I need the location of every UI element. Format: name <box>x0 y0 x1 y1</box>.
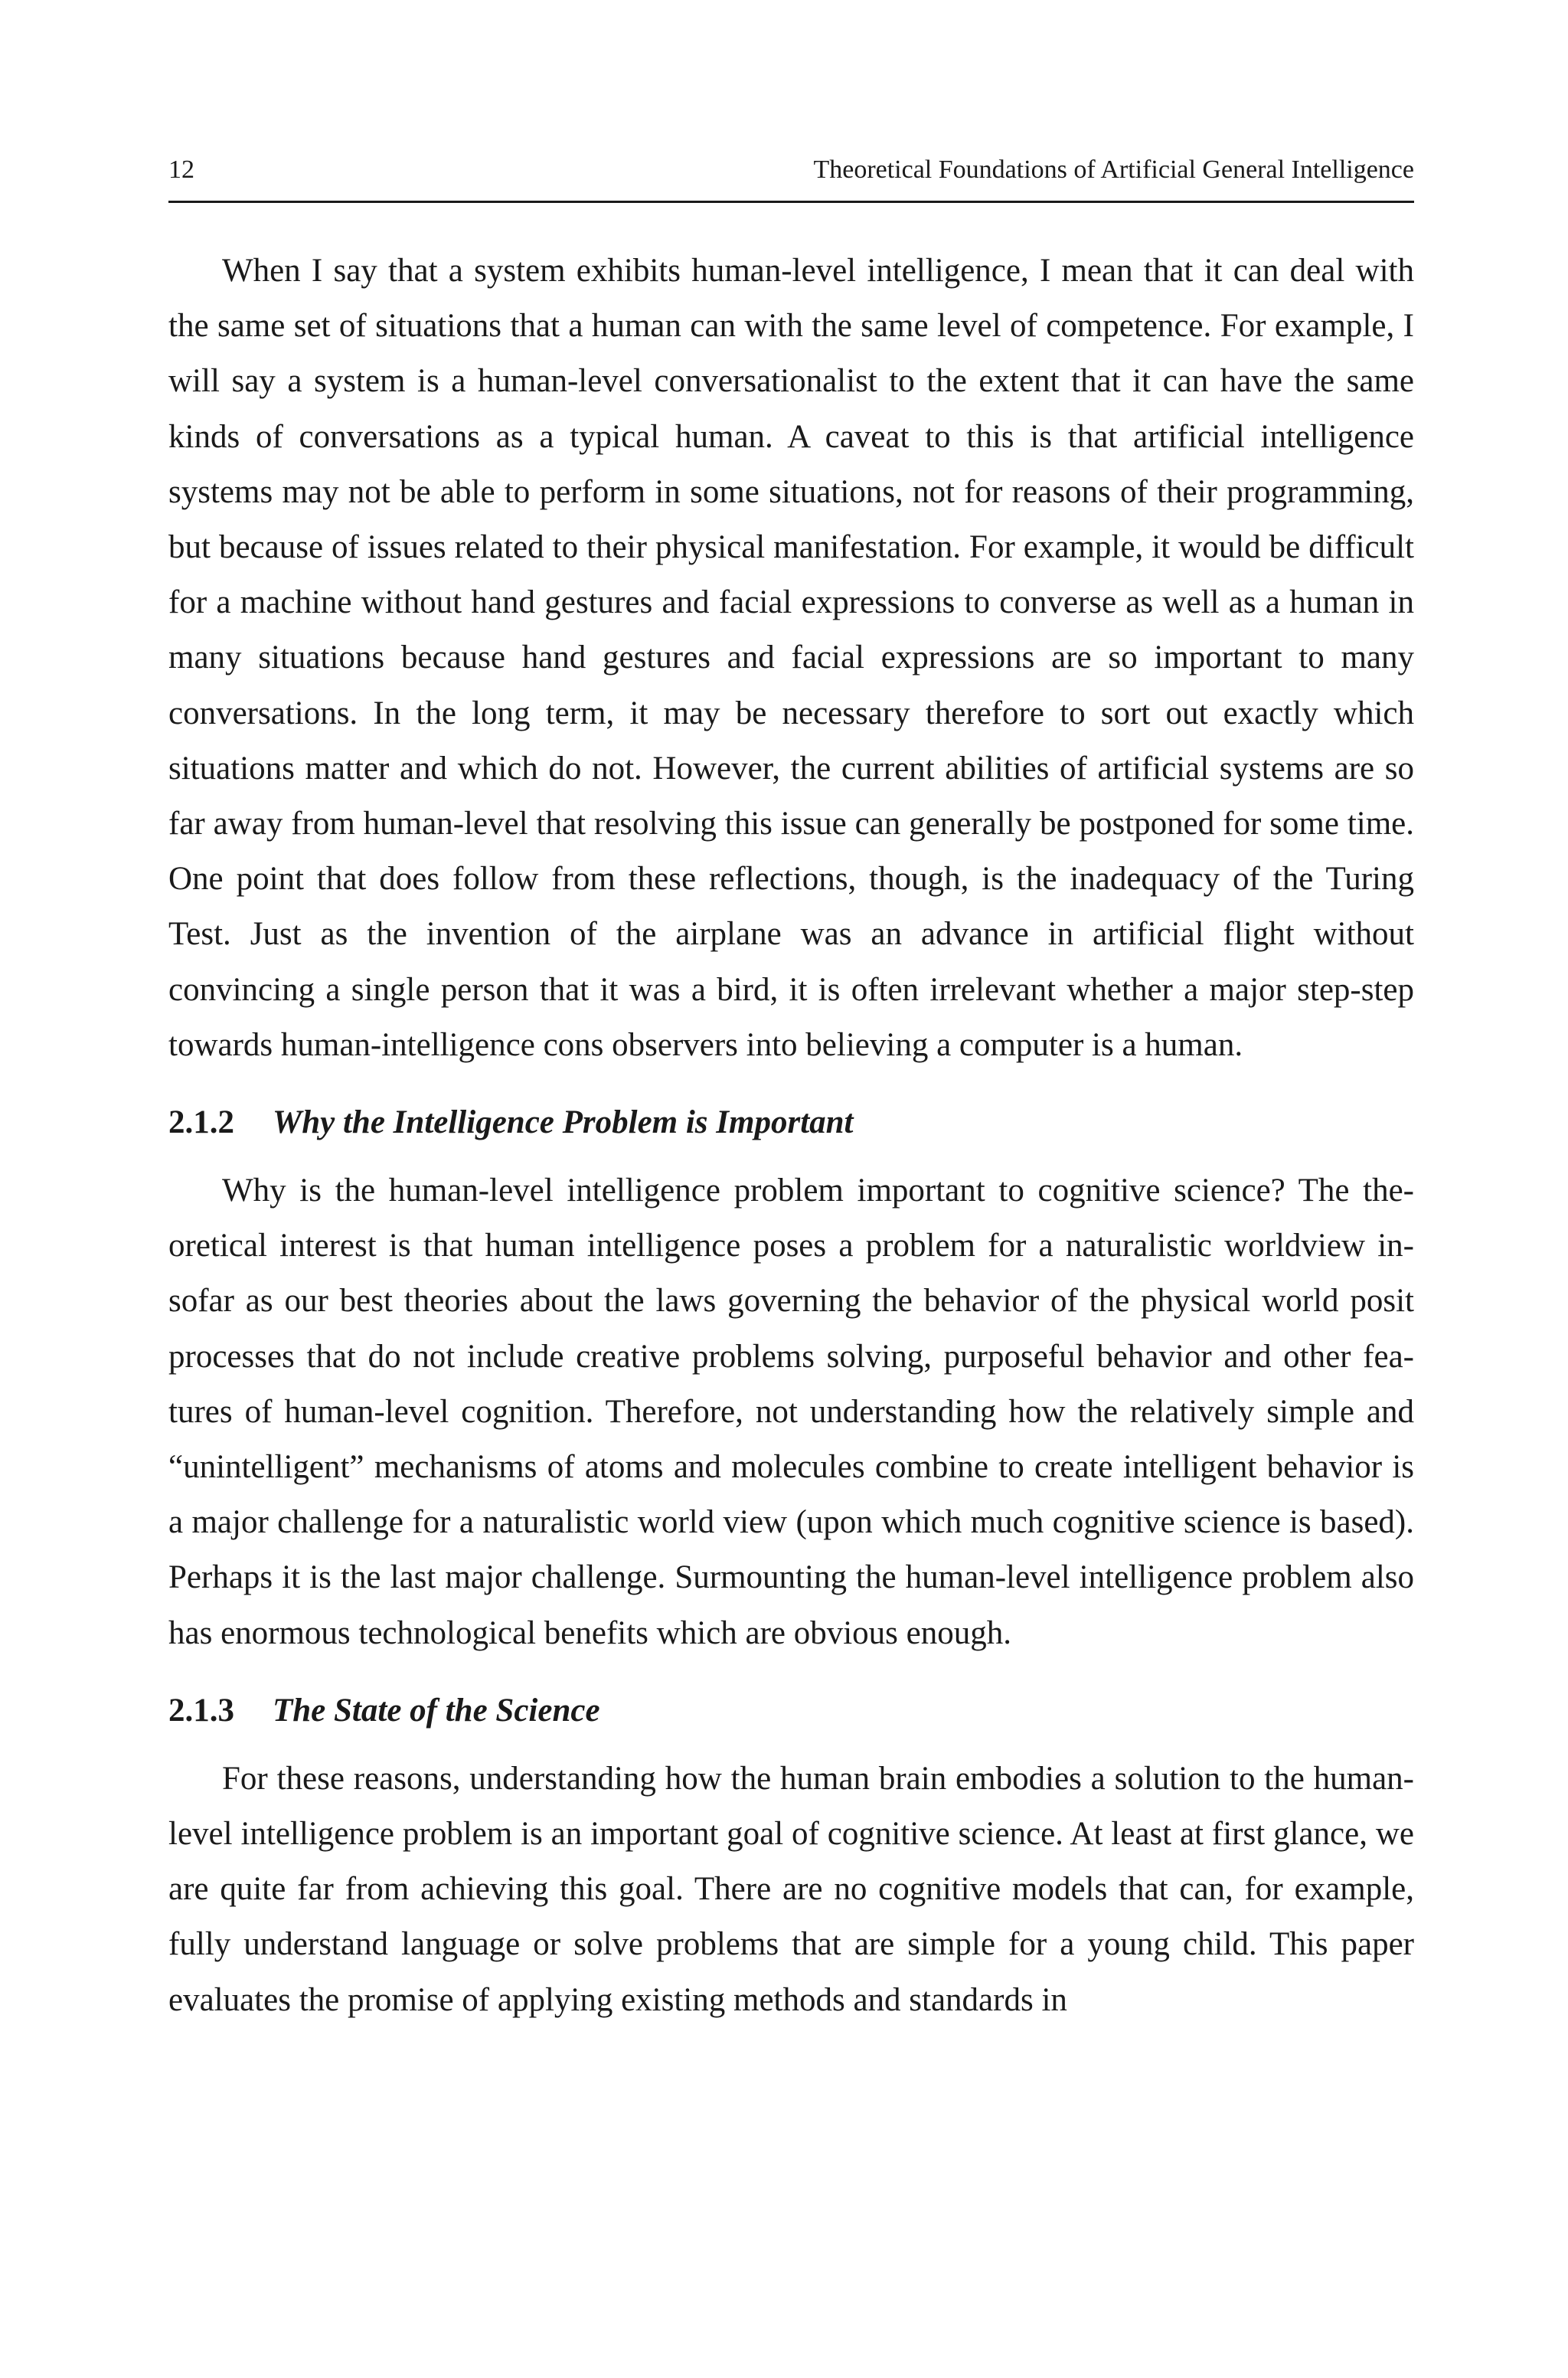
section-number: 2.1.3 <box>168 1692 234 1729</box>
section-title: Why the Intelligence Problem is Important <box>273 1104 854 1141</box>
running-header <box>168 150 1414 203</box>
body-text <box>168 244 1414 2028</box>
page-number: 12 <box>168 155 194 184</box>
section-title: The State of the Science <box>273 1692 600 1729</box>
running-title: Theoretical Foundations of Artificial General Intelligence <box>813 155 1414 184</box>
section-heading-2-1-3 <box>168 1689 1414 1733</box>
paragraph-importance: Why is the human-level intelligence problem important to cognitive science? The theoretical interest is that human intelligence poses a problem for a naturalistic worldview insofar as our best theories about the laws governing the behavior of the physical world posit processes that do not include creative problems solving, purposeful behavior and other features of human-level cognition. Therefore, not understanding how the relatively simple and “unintelligent” mechanisms of atoms and molecules combine to create intelligent behavior is a major challenge for a naturalistic world view (upon which much cognitive science is based). Perhaps it is the last major challenge. Surmounting the human-level intelligence problem also has enormous technological benefits which are obvious enough. <box>168 1173 1414 1651</box>
page <box>168 0 1414 2378</box>
section-number: 2.1.2 <box>168 1104 234 1141</box>
paragraph-human-level-definition: When I say that a system exhibits human-level intelligence, I mean that it can deal with the same set of situations that a human can with the same level of competence. For example, I will say a system is a human-level conversationalist to the extent that it can have the same kinds of conversations as a typical human. A caveat to this is that artificial intelligence systems may not be able to perform in some situations, not for reasons of their programming, but because of issues related to their physical manifestation. For example, it would be difficult for a machine without hand gestures and facial expressions to converse as well as a human in many situations because hand gestures and facial expressions are so important to many conversations. In the long term, it may be necessary therefore to sort out exactly which situations matter and which do not. However, the current abilities of artificial systems are so far away from human-level that resolving this issue can generally be postponed for some time. One point that does follow from these reflections, though, is the inadequacy of the Turing Test. Just as the invention of the airplane was an advance in artificial flight without convincing a single person that it was a bird, it is often irrelevant whether a major step-step towards human-intelligence cons observers into believing a computer is a human. <box>168 253 1414 1063</box>
section-heading-2-1-2 <box>168 1101 1414 1145</box>
paragraph-state-of-science: For these reasons, understanding how the human brain embodies a solution to the human-level intelligence problem is an important goal of cognitive science. At least at first glance, we are quite far from achieving this goal. There are no cognitive models that can, for example, fully understand language or solve problems that are simple for a young child. This paper evaluates the promise of applying existing methods and standards in <box>168 1760 1414 2018</box>
